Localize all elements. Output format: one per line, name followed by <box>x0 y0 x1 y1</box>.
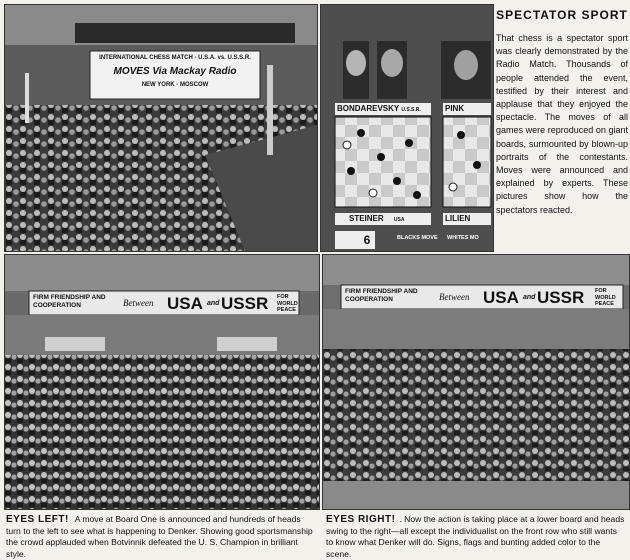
player-label-bondarevsky: BONDAREVSKY U.S.S.R. <box>335 103 431 115</box>
player-label-lilien: LILIEN <box>443 213 491 225</box>
caption-left-heading: EYES LEFT! <box>6 514 69 525</box>
board-number: 6 <box>363 233 371 247</box>
photo-audience-banner <box>4 4 318 252</box>
banner-friendship-left: FIRM FRIENDSHIP AND COOPERATION Between USA and USSR FOR WORLD PEACE <box>33 294 298 313</box>
whites-move-sign: WHITES MO <box>447 235 479 241</box>
blacks-move-sign: BLACKS MOVE <box>397 235 438 241</box>
sidebar-title: SPECTATOR SPORT <box>496 8 628 22</box>
caption-eyes-left <box>6 514 316 560</box>
photo-eyes-left <box>4 254 320 510</box>
caption-left-body: A move at Board One is announced and hundreds of heads turn to the left to see what is happening to Denker. Showing good sportsmanship the crowd applauded when Botvinnik defeated the U. S. Champion in brilliant style. <box>6 514 313 559</box>
audience-scene <box>5 5 317 251</box>
caption-right-body: . Now the action is taking place at a lower board and heads swing to the right—all except the individualist on the front row who still wants to know what Denker will do. Signs, flags and bunting added color to the scene. <box>326 514 625 559</box>
player-label-steiner: STEINER USA <box>335 213 431 225</box>
banner-line-3: NEW YORK - MOSCOW <box>141 82 209 88</box>
caption-right-heading: EYES RIGHT! <box>326 514 396 525</box>
photo-demonstration-board <box>320 4 494 252</box>
banner-line-1: INTERNATIONAL CHESS MATCH - U.S.A. vs. U.S.S.R. <box>99 55 251 61</box>
banner-caption <box>93 55 257 88</box>
spectator-sport-column <box>496 8 628 217</box>
sidebar-body: That chess is a spectator sport was clearly demonstrated by the Radio Match. Thousands of people attended the event, testified by their interest and applause that they enjoyed the spectacle. The moves of all games were reproduced on giant boards, surmounted by blown-up portraits of the contestants. Moves were announced and explained by experts. These pictures show how the spectators reacted. <box>496 33 628 215</box>
banner-line-2: MOVES Via Mackay Radio <box>113 66 237 77</box>
banner-friendship-right: FIRM FRIENDSHIP AND COOPERATION Between USA and USSR FOR WORLD PEACE <box>345 288 616 307</box>
caption-eyes-right <box>326 514 626 560</box>
photo-eyes-right <box>322 254 630 510</box>
player-label-pink: PINK <box>443 103 491 115</box>
